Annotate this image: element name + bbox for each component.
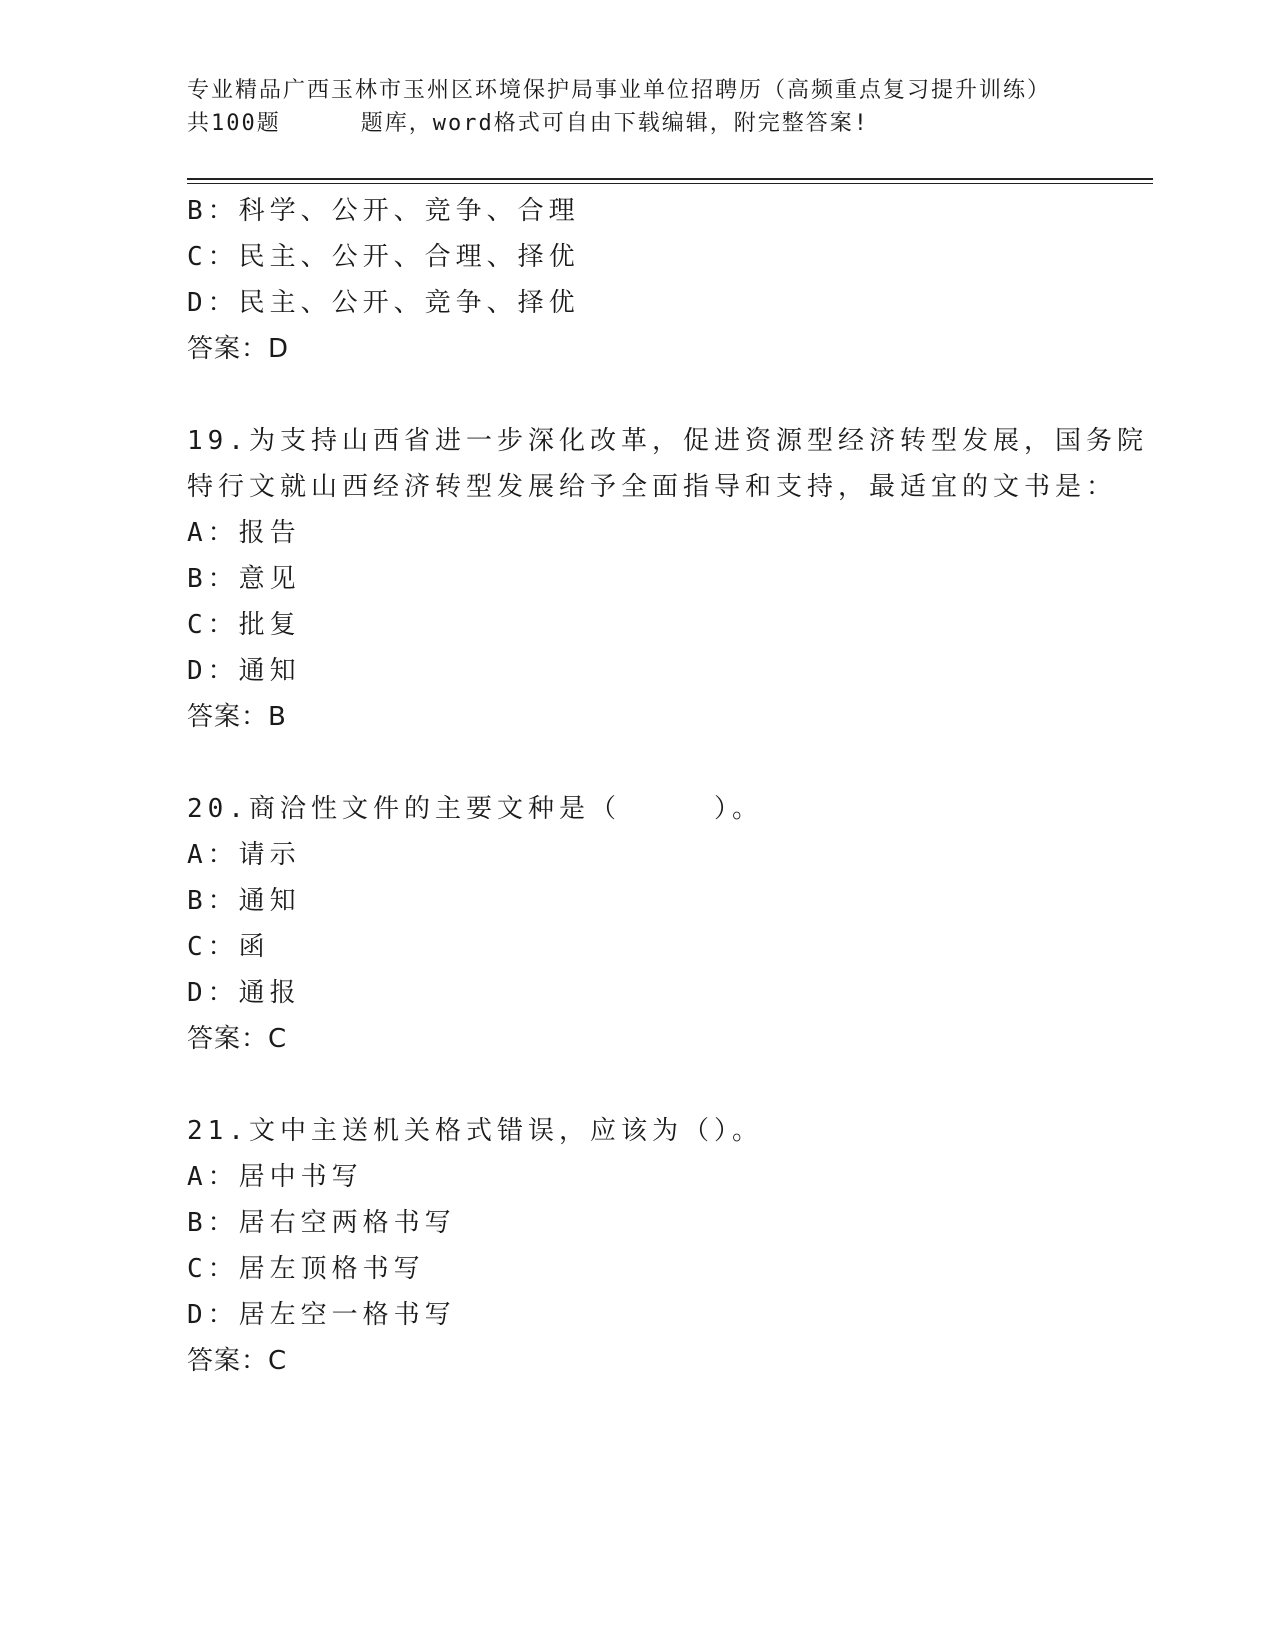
- header-title-line: 专业精品广西玉林市玉州区环境保护局事业单位招聘历（高频重点复习提升训练）: [187, 78, 1052, 103]
- answer: 答案：B: [187, 702, 287, 732]
- question-stem: 特行文就山西经济转型发展给予全面指导和支持，最适宜的文书是：: [187, 472, 1118, 502]
- option-b: B：科学、公开、竞争、合理: [187, 196, 580, 226]
- option-a: A：请示: [187, 840, 301, 870]
- question-20: [187, 786, 1087, 1062]
- header-count: 共100题: [187, 111, 281, 136]
- answer: 答案：D: [187, 334, 290, 364]
- option-c: C：居左顶格书写: [187, 1254, 425, 1284]
- question-stem: 20.商洽性文件的主要文种是（ ）。: [187, 794, 763, 824]
- question-stem: 19.为支持山西省进一步深化改革，促进资源型经济转型发展，国务院: [187, 426, 1148, 456]
- question-19: [187, 418, 1148, 740]
- answer: 答案：C: [187, 1024, 288, 1054]
- option-b: B：通知: [187, 886, 301, 916]
- header-divider: [187, 178, 1153, 180]
- option-b: B：意见: [187, 564, 301, 594]
- question-list: [187, 188, 1148, 1384]
- option-c: C：民主、公开、合理、择优: [187, 242, 580, 272]
- option-b: B：居右空两格书写: [187, 1208, 456, 1238]
- header-subtitle-line: [187, 107, 1087, 140]
- header-note: 题库，word格式可自由下载编辑，附完整答案!: [360, 111, 869, 136]
- option-a: A：报告: [187, 518, 301, 548]
- header-divider-thin: [187, 183, 1153, 184]
- question-stem: 21.文中主送机关格式错误，应该为（）。: [187, 1116, 763, 1146]
- option-d: D：通报: [187, 978, 301, 1008]
- question-21: [187, 1108, 1087, 1384]
- option-d: D：通知: [187, 656, 301, 686]
- answer: 答案：C: [187, 1346, 288, 1376]
- option-a: A：居中书写: [187, 1162, 363, 1192]
- option-c: C：函: [187, 932, 270, 962]
- option-d: D：居左空一格书写: [187, 1300, 456, 1330]
- option-d: D：民主、公开、竞争、择优: [187, 288, 580, 318]
- question-18-continued: [187, 188, 1087, 372]
- document-header: [187, 74, 1087, 140]
- option-c: C：批复: [187, 610, 301, 640]
